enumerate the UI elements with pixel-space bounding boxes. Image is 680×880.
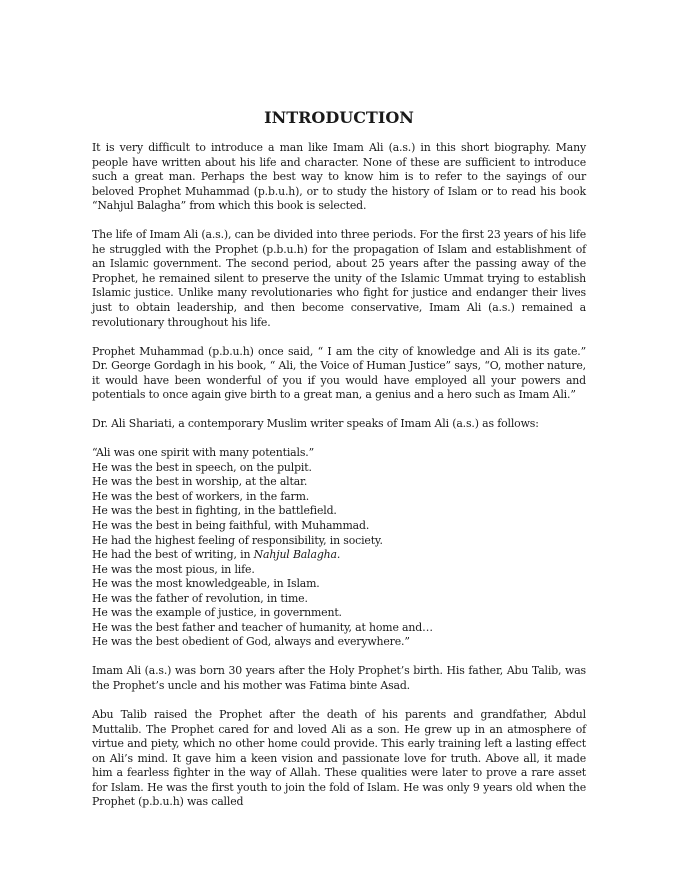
book-title: Nahjul Balagha. bbox=[253, 548, 341, 562]
paragraph-prophet-saying: Prophet Muhammad (p.b.u.h) once said, “ I am the city of knowledge and Ali is its gate.” Dr. George Gordagh in his book, “ Ali, the Voice of Human Justice” says, “O, mother nature, it would have been wonderful of you if you would have employed all your powers and potentials to once again give birth to a great man, a genius and a hero such as Imam Ali.” bbox=[92, 344, 586, 402]
quote-line: He was the example of justice, in government. bbox=[92, 606, 342, 620]
quote-line: He was the best in speech, on the pulpit. bbox=[92, 460, 312, 474]
quote-line: He was the best father and teacher of humanity, at home and… bbox=[92, 620, 433, 634]
paragraph-life-periods: The life of Imam Ali (a.s.), can be divided into three periods. For the first 23 years of his life he struggled with the Prophet (p.b.u.h) for the propagation of Islam and establishment of an Islamic government. The second period, about 25 years after the passing away of the Prophet, he remained silent to preserve the unity of the Islamic Ummat trying to establish Islamic justice. Unlike many revolutionaries who fight for justice and endanger their lives just to obtain leadership, and then become conservative, Imam Ali (a.s.) remained a revolutionary throughout his life. bbox=[92, 228, 586, 329]
quote-line: He was the best in being faithful, with Muhammad. bbox=[92, 519, 370, 533]
quote-line: He had the highest feeling of responsibility, in society. bbox=[92, 533, 383, 547]
quote-line: He was the best obedient of God, always and everywhere.” bbox=[92, 635, 410, 649]
quote-line: He was the most pious, in life. bbox=[92, 562, 255, 576]
page-title: INTRODUCTION bbox=[264, 108, 414, 127]
quote-line: He was the best in fighting, in the battlefield. bbox=[92, 504, 337, 518]
quote-line: “Ali was one spirit with many potentials.” bbox=[92, 446, 314, 460]
paragraph-birth: Imam Ali (a.s.) was born 30 years after the Holy Prophet’s birth. His father, Abu Talib, was the Prophet’s uncle and his mother was Fatima binte Asad. bbox=[92, 664, 586, 692]
quote-line-writing bbox=[92, 548, 586, 563]
quote-line: He was the most knowledgeable, in Islam. bbox=[92, 577, 320, 591]
paragraph-shariati-intro: Dr. Ali Shariati, a contemporary Muslim writer speaks of Imam Ali (a.s.) as follows: bbox=[92, 417, 539, 431]
quote-line: He was the best in worship, at the altar. bbox=[92, 475, 308, 489]
writing-prefix: He had the best of writing, in bbox=[92, 548, 254, 562]
paragraph-upbringing: Abu Talib raised the Prophet after the death of his parents and grandfather, Abdul Muttalib. The Prophet cared for and loved Ali as a son. He grew up in an atmosphere of virtue and piety, which no other home could provide. This early training left a lasting effect on Ali’s mind. It gave him a keen vision and passionate love for truth. Above all, it made him a fearless fighter in the way of Allah. These qualities were later to prove a rare asset for Islam. He was the first youth to join the fold of Islam. He was only 9 years old when the Prophet (p.b.u.h) was called bbox=[92, 708, 586, 809]
paragraph-intro: It is very difficult to introduce a man like Imam Ali (a.s.) in this short biography. Many people have written about his life and character. None of these are sufficient to introduce such a great man. Perhaps the best way to know him is to refer to the sayings of our beloved Prophet Muhammad (p.b.u.h), or to study the history of Islam or to read his book “Nahjul Balagha” from which this book is selected. bbox=[92, 141, 586, 213]
quote-line: He was the best of workers, in the farm. bbox=[92, 489, 310, 503]
quote-line: He was the father of revolution, in time. bbox=[92, 591, 308, 605]
shariati-quote bbox=[92, 446, 586, 650]
body-text bbox=[92, 141, 586, 824]
